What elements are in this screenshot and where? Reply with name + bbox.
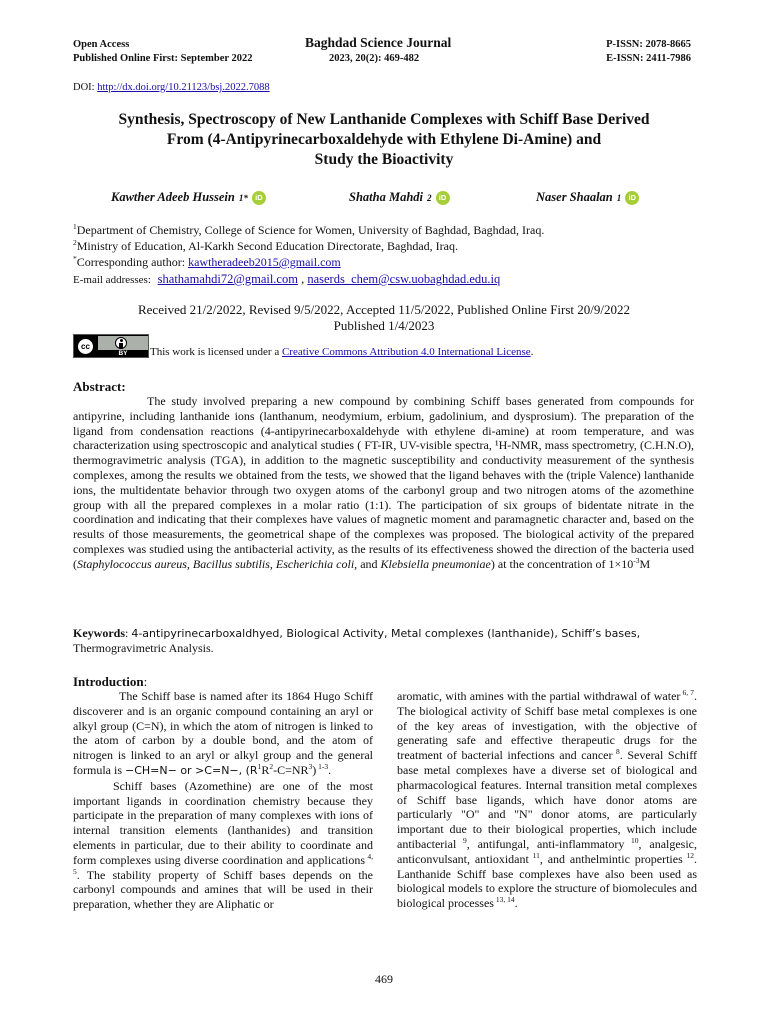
orcid-icon[interactable]: iD: [625, 191, 639, 205]
doi-label: DOI:: [73, 82, 95, 93]
affiliation-1: $^1$Department of Chemistry, College of Science for Women, University of Baghdad, Baghdad, Iraq.: [73, 222, 545, 237]
header-right: [606, 38, 691, 66]
license-text: This work is licensed under a Creative Commons Attribution 4.0 International License.: [150, 346, 534, 358]
title-line-3: Study the Bioactivity: [314, 151, 454, 168]
author-3-name: Naser Shaalan: [536, 190, 613, 204]
abstract-heading: Abstract:: [73, 379, 126, 394]
author-2-name: Shatha Mahdi: [349, 190, 423, 204]
license-block: [73, 334, 533, 358]
intro-paragraph-1: The Schiff base is named after its 1864 Hugo Schiff discoverer and is an organic compound containing an aryl or alkyl group (C=N), in which the atom of nitrogen is linked to the atom of carbon by a double bond, and the atom of nitrogen is linked to an aryl or alkyl group and the general formula is −CH=N− or >C=N−, $(R^1R^2-C=NR^3)$ $^{1-3}$.: [73, 689, 373, 777]
author-1-name: Kawther Adeeb Hussein: [111, 190, 235, 204]
license-link[interactable]: Creative Commons Attribution 4.0 International License: [281, 346, 531, 358]
corresponding-author: *Corresponding author: kawtheradeeb2015@gmail.com: [73, 254, 341, 269]
email-link-1[interactable]: shathamahdi72@gmail.com: [157, 272, 298, 286]
corresponding-email-link[interactable]: kawtheradeeb2015@gmail.com: [188, 255, 341, 269]
affiliation-2: $^2$Ministry of Education, Al-Karkh Second Education Directorate, Baghdad, Iraq.: [73, 238, 458, 253]
cc-icon: cc: [76, 337, 95, 356]
doi-line: [73, 82, 270, 93]
dates-line-1: Received 21/2/2022, Revised 9/5/2022, Accepted 11/5/2022, Published Online First 20/9/2022: [137, 302, 631, 317]
title-line-2: From (4-Antipyrinecarboxaldehyde with Ethylene Di-Amine) and: [166, 131, 602, 148]
orcid-icon[interactable]: iD: [436, 191, 450, 205]
author-3: Naser Shaalan 1 iD: [536, 190, 639, 205]
page-number: 469: [375, 972, 393, 986]
abstract-body: The study involved preparing a new compound by combining Schiff bases generated from compounds for antipyrine, including lanthanide ions (lanthanum, neodymium, erbium, gadolinium, and dysprosium). The preparation of the ligand from condensation reactions (4-antipyrinecarboxaldehyde with ethylene di-amine) at room temperature, and was characterization using spectroscopic and analytical studies ( FT-IR, UV-visible spectra, ¹H-NMR, mass spectrometry, (C.H.N.O), thermogravimetric analysis (TGA), in addition to the magnetic susceptibility and conductivity measurement of the synthesis complexes, among the results we obtained from the tests, we showed that the ligand behaves with the (triple Valence) lanthanide ions, the multidentate behavior through two oxygen atoms of the carbonyl group and two nitrogen atoms of the azomethine group with all the prepared complexes in a molar ratio (1:1). The participation of six groups of bidentate nitrate in the coordination and indicating that their complexes have values of magnetic moment and paramagnetic character and, based on the results of those measurements, the geometrical shape of the complexes was proposed. The biological activity of the prepared complexes was studied using the antibacterial activity, as the results of its effectiveness showed the direction of the bacteria used (Staphylococcus aureus, Bacillus subtilis, Escherichia coli, and Klebsiella pneumoniae) at the concentration of $1\times 10^{-3}M$: [73, 394, 694, 571]
email-label: E-mail addresses:: [73, 274, 151, 286]
pissn: P-ISSN: 2078-8665: [606, 39, 691, 50]
orcid-icon[interactable]: iD: [252, 191, 266, 205]
open-access-label: Open Access: [73, 39, 130, 50]
email-addresses: E-mail addresses: shathamahdi72@gmail.com , naserds_chem@csw.uobaghdad.edu.iq: [73, 272, 501, 286]
keywords-list: 4-antipyrinecarboxaldhyed, Biological Activity, Metal complexes (lanthanide), Schiff’s bases,: [131, 627, 641, 640]
cc-by-badge[interactable]: [73, 334, 149, 358]
journal-volume: 2023, 20(2): 469-482: [329, 53, 420, 64]
by-label: BY: [118, 350, 128, 357]
paper-title: [40, 110, 728, 170]
published-online-label: Published Online First: September 2022: [73, 53, 253, 64]
intro-column-right: [397, 689, 697, 911]
keywords-label: Keywords: [73, 626, 125, 640]
email-link-2[interactable]: naserds_chem@csw.uobaghdad.edu.iq: [307, 272, 501, 286]
intro-column-left: [73, 689, 373, 912]
intro-paragraph-right: aromatic, with amines with the partial withdrawal of water $^{6, 7}$. The biological activity of Schiff base metal complexes is one of the key areas of investigation, with the objective of generating safe and effective therapeutic drugs for the treatment of bacterial infections and cancer $^8$. Several Schiff base metal complexes have a diverse set of biological and pharmacological features. Internal transition metal complexes of Schiff base ligands, which have donor atoms are particularly "O" and "N" donor atoms, are particularly important due to their biological properties, which include antibacterial $^9$, antifungal, anti-inflammatory $^{10}$, analgesic, anticonvulsant, antioxidant $^{11}$, and anthelmintic properties $^{12}$. Lanthanide Schiff base complexes have also been used as biological models to explore the structure of biomolecules and biological processes $^{13, 14}$.: [397, 688, 698, 911]
journal-name: Baghdad Science Journal: [305, 35, 452, 50]
author-1: Kawther Adeeb Hussein 1* iD: [111, 190, 266, 205]
eissn: E-ISSN: 2411-7986: [606, 53, 691, 64]
publication-dates: [60, 302, 708, 334]
introduction-heading: Introduction:: [73, 674, 148, 689]
keywords-block: Keywords: 4-antipyrinecarboxaldhyed, Biological Activity, Metal complexes (lanthanide), Schiff’s bases, Thermogravimetric Analysis.: [73, 626, 641, 655]
intro-paragraph-2: Schiff bases (Azomethine) are one of the most important ligands in coordination chemistry because they participate in the preparation of many complexes with ions of internal transition elements (lanthanides) and transition elements in particular, due to their ability to coordinate and form complexes using diverse coordination and applications $^{4, 5}$. The stability property of Schiff bases depends on the carbonyl compounds and amines that will be used in their preparation, whether they are Aliphatic or: [73, 778, 374, 912]
person-icon: [115, 337, 127, 349]
keywords-last: Thermogravimetric Analysis.: [73, 641, 214, 655]
doi-link[interactable]: http://dx.doi.org/10.21123/bsj.2022.7088: [97, 82, 270, 93]
author-2: Shatha Mahdi 2 iD: [349, 190, 450, 205]
dates-line-2: Published 1/4/2023: [333, 318, 435, 333]
title-line-1: Synthesis, Spectroscopy of New Lanthanide Complexes with Schiff Base Derived: [118, 111, 650, 128]
header-left: [73, 38, 252, 66]
